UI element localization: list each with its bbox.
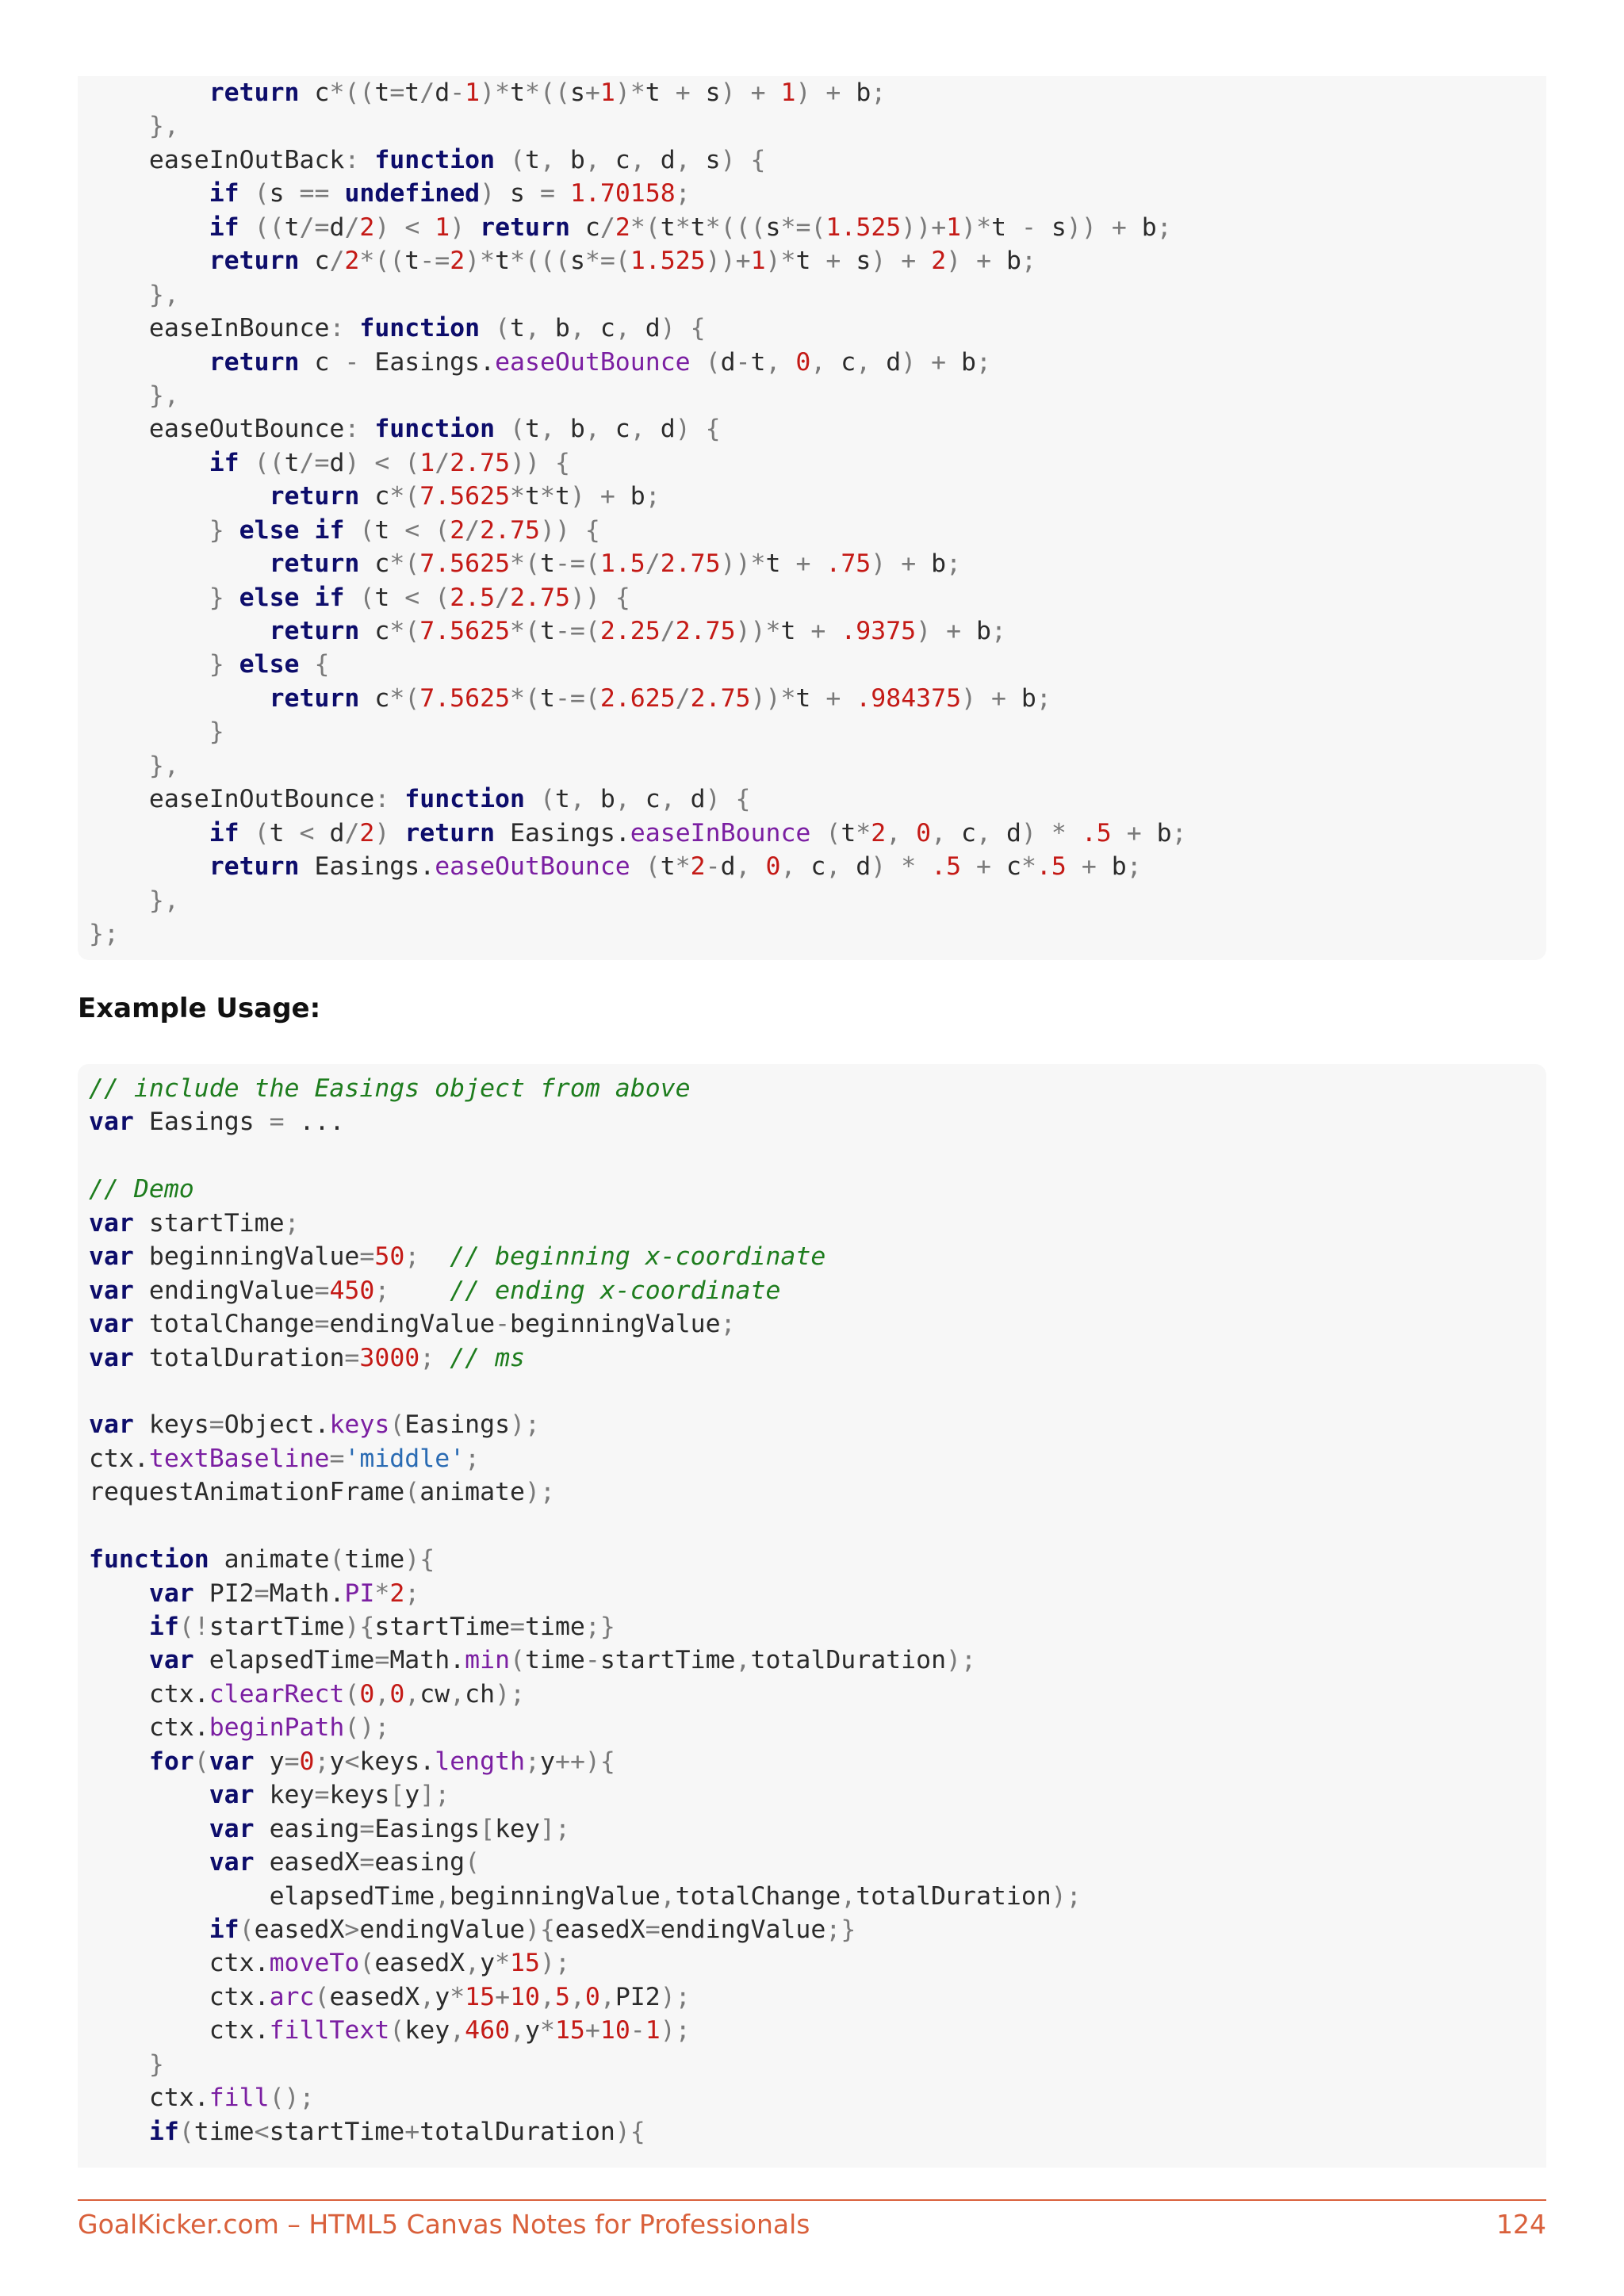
code-line: var Easings = ... [89,1108,345,1137]
code-line: return c*(7.5625*(t-=(2.25/2.75))*t + .9375) + b; [269,617,1006,645]
code-line: easeInBounce: function (t, b, c, d) { [89,314,706,343]
code-line: var easing=Easings[key]; [209,1814,570,1843]
code-line: ctx.arc(easedX,y*15+10,5,0,PI2); [89,1982,691,2011]
code-line: easeOutBounce: function (t, b, c, d) { [89,415,721,444]
code-line: var totalChange=endingValue-beginningValue; [89,1310,736,1339]
code-line: } [148,2049,164,2079]
code-line: requestAnimationFrame(animate); [89,1478,555,1507]
code-line: if(time<startTime+totalDuration){ [148,2117,645,2146]
code-listing-easings [89,76,1187,951]
code-line: var totalDuration=3000; // ms [89,1343,526,1372]
code-line: // include the Easings object from above [89,1074,691,1103]
code-line [89,1139,1082,1173]
code-line: var beginningValue=50; // beginning x-coordinate [89,1242,826,1272]
code-line: ctx.moveTo(easedX,y*15); [89,1949,570,1978]
code-line: return Easings.easeOutBounce (t*2-d, 0, c, d) * .5 + c*.5 + b; [209,852,1142,882]
code-line: easeInOutBack: function (t, b, c, d, s) { [89,145,766,174]
code-line: return c*(7.5625*(t-=(2.625/2.75))*t + .984375) + b; [269,683,1051,713]
code-line: easeInOutBounce: function (t, b, c, d) { [89,785,751,814]
code-line: var PI2=Math.PI*2; [148,1578,420,1608]
code-listing-example-usage [89,1072,1082,2149]
code-line: ctx.textBaseline='middle'; [89,1444,481,1473]
code-line: } [209,718,224,747]
code-line: }, [148,381,179,410]
code-line [89,1510,1082,1543]
code-line: elapsedTime,beginningValue,totalChange,totalDuration); [89,1881,1082,1911]
code-line: var keys=Object.keys(Easings); [89,1410,540,1440]
code-line: }, [148,886,179,915]
code-line: var key=keys[y]; [209,1781,450,1810]
code-line [89,1375,1082,1408]
code-line: }; [89,919,119,948]
section-heading: Example Usage: [78,993,321,1024]
code-line: ctx.fillText(key,460,y*15+10-1); [89,2016,691,2045]
code-line: if ((t/=d/2) < 1) return c/2*(t*t*(((s*=(1.525))+1)*t - s)) + b; [209,212,1172,242]
code-line: if (s == undefined) s = 1.70158; [209,179,691,209]
code-line: var easedX=easing( [209,1848,481,1877]
code-line: }, [148,280,179,309]
code-line: ctx.fill(); [89,2084,315,2113]
code-line: } else { [209,650,330,679]
code-line: for(var y=0;y<keys.length;y++){ [148,1747,615,1776]
code-line: }, [148,751,179,780]
code-line: } else if (t < (2.5/2.75)) { [209,583,630,612]
code-line: if(easedX>endingValue){easedX=endingValue;} [209,1915,856,1944]
page-number: 124 [1496,2209,1546,2240]
code-line: return c*(7.5625*(t-=(1.5/2.75))*t + .75) + b; [269,549,962,579]
code-line: if(!startTime){startTime=time;} [148,1613,615,1641]
code-line: var endingValue=450; // ending x-coordinate [89,1276,781,1305]
code-line: var elapsedTime=Math.min(time-startTime,totalDuration); [148,1646,976,1675]
code-line: return c*(7.5625*t*t) + b; [269,482,661,511]
code-line: if (t < d/2) return Easings.easeInBounce (t*2, 0, c, d) * .5 + b; [209,818,1187,848]
code-line: // Demo [89,1175,194,1204]
code-line: function animate(time){ [89,1545,435,1575]
code-line: ctx.beginPath(); [89,1713,390,1743]
code-line: if ((t/=d) < (1/2.75)) { [209,448,570,477]
code-line: return c*((t=t/d-1)*t*((s+1)*t + s) + 1) + b; [209,78,887,107]
footer-divider [78,2199,1546,2201]
footer-source: GoalKicker.com – HTML5 Canvas Notes for Professionals [78,2209,810,2240]
code-line: ctx.clearRect(0,0,cw,ch); [89,1679,526,1709]
code-line: var startTime; [89,1208,300,1238]
code-line: }, [148,112,179,141]
code-line: return c/2*((t-=2)*t*(((s*=(1.525))+1)*t + s) + 2) + b; [209,247,1036,276]
code-line: } else if (t < (2/2.75)) { [209,515,600,545]
code-line: return c - Easings.easeOutBounce (d-t, 0, c, d) + b; [209,347,991,377]
